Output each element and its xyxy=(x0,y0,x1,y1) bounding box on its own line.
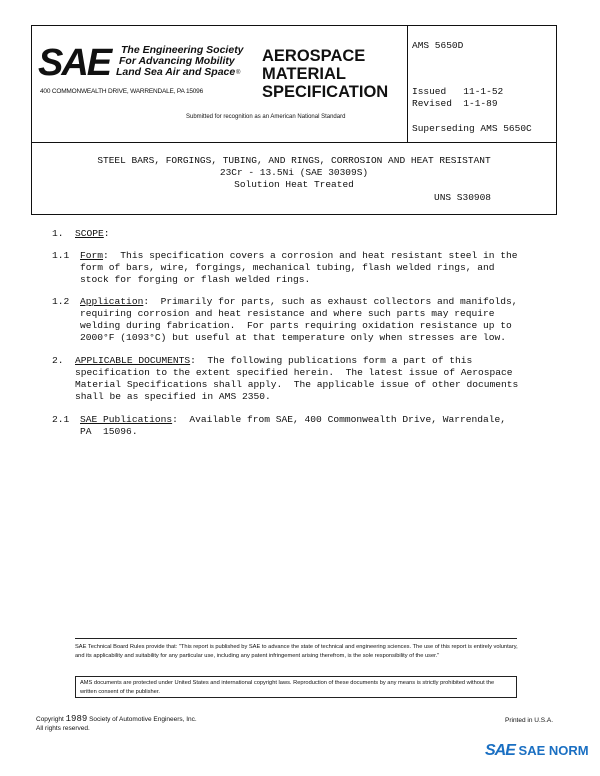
sae-logo: SAE xyxy=(38,42,111,84)
copyright-holder: Society of Automotive Engineers, Inc. xyxy=(89,716,197,723)
section-2-line: shall be as specified in AMS 2350. xyxy=(75,391,271,402)
section-1-2-number: 1.2 xyxy=(52,296,70,307)
revised-date: Revised 1-1-89 xyxy=(412,98,498,109)
section-2-first-line: APPLICABLE DOCUMENTS: The following publications form a part of this xyxy=(75,355,473,366)
header-divider xyxy=(407,25,408,143)
submitted-note: Submitted for recognition as an American National Standard xyxy=(186,114,346,120)
section-1-number: 1. xyxy=(52,228,64,239)
issued-date: Issued 11-1-52 xyxy=(412,86,504,97)
footer-rule xyxy=(75,638,517,639)
title-line-2: 23Cr - 13.5Ni (SAE 30309S) xyxy=(219,167,369,178)
spec-number: AMS 5650D xyxy=(412,40,464,51)
section-1-1-number: 1.1 xyxy=(52,250,70,261)
section-1-1-first-line: Form: This specification covers a corrosion and heat resistant steel in the xyxy=(80,250,518,261)
section-1-1-line: form of bars, wire, forgings, mechanical tubing, flash welded rings, and xyxy=(80,262,495,273)
tagline-line-2: For Advancing Mobility xyxy=(119,55,235,67)
printed-in: Printed in U.S.A. xyxy=(505,717,554,724)
section-1-1-line: stock for forging or flash welded rings. xyxy=(80,274,311,285)
section-2-number: 2. xyxy=(52,355,64,366)
section-1-heading: SCOPE: xyxy=(75,228,110,239)
sae-norm-watermark xyxy=(485,742,589,760)
uns-number: UNS S30908 xyxy=(434,192,492,203)
title-line-3: Solution Heat Treated xyxy=(234,179,354,190)
watermark-text: SAE NORM xyxy=(518,743,589,758)
sae-address: 400 COMMONWEALTH DRIVE, WARRENDALE, PA 15096 xyxy=(40,88,204,95)
section-1-2-line: 2000°F (1093°C) but useful at that temperature only when stresses are low. xyxy=(80,332,507,343)
watermark-logo: SAE xyxy=(485,742,515,759)
section-2-1-line: PA 15096. xyxy=(80,426,138,437)
title-line-1: STEEL BARS, FORGINGS, TUBING, AND RINGS, CORROSION AND HEAT RESISTANT xyxy=(97,155,491,166)
section-2-1-number: 2.1 xyxy=(52,414,70,425)
section-2-line: Material Specifications shall apply. The applicable issue of other documents xyxy=(75,379,519,390)
copyright-label: Copyright xyxy=(36,716,64,723)
copyright-year: 1989 xyxy=(65,714,88,724)
tagline-line-1: The Engineering Society xyxy=(121,44,244,56)
doctype-line-1: AEROSPACE xyxy=(262,47,366,65)
rights-reserved: All rights reserved. xyxy=(36,725,90,732)
copyright-block xyxy=(36,715,197,733)
section-1-2-line: requiring corrosion and heat resistance and where such parts may require xyxy=(80,308,495,319)
footer-board-rules: SAE Technical Board Rules provide that: "This report is published by SAE to advance the state of technical and engineering sciences. The use of this report is entirely voluntary, and its applicability and suitability for any particular use, including any patent infringement arising therefrom, is the sole responsibility of the user." xyxy=(75,644,518,659)
registered-mark: ® xyxy=(236,70,241,76)
section-2-1-first-line: SAE Publications: Available from SAE, 400 Commonwealth Drive, Warrendale, xyxy=(80,414,507,425)
doctype-line-2: MATERIAL xyxy=(262,65,347,83)
section-2-line: specification to the extent specified herein. The latest issue of Aerospace xyxy=(75,367,513,378)
section-1-2-first-line: Application: Primarily for parts, such as exhaust collectors and manifolds, xyxy=(80,296,518,307)
tagline-line-3: Land Sea Air and Space xyxy=(116,66,236,78)
doctype-line-3: SPECIFICATION xyxy=(262,83,389,101)
superseding: Superseding AMS 5650C xyxy=(412,123,532,134)
section-1-2-line: welding during fabrication. For parts requiring oxidation resistance up to xyxy=(80,320,512,331)
footer-copyright-box: AMS documents are protected under United States and international copyright laws. Reproduction of these documents by any means is strictly prohibited without the written consent of the publisher. xyxy=(75,676,517,698)
